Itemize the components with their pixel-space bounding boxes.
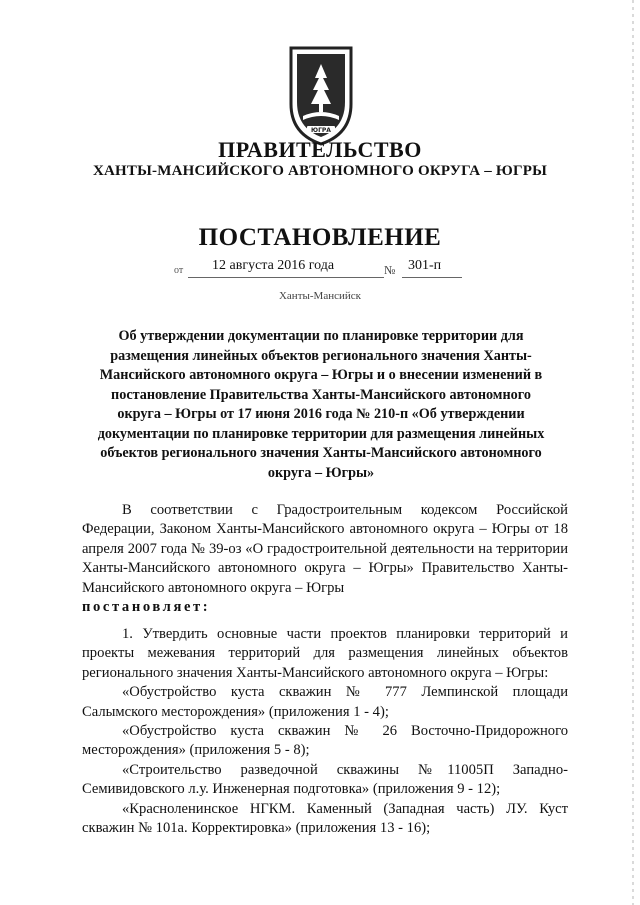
document-date: 12 августа 2016 года xyxy=(212,258,335,273)
city: Ханты-Мансийск xyxy=(278,290,361,302)
document-number: 301-п xyxy=(408,258,442,273)
number-underline xyxy=(402,277,462,278)
resolution-items xyxy=(82,625,568,838)
item-paragraph: «Красноленинское НГКМ. Каменный (Западная часть) ЛУ. Куст скважин № 101а. Корректировка» (приложения 13 - 16); xyxy=(82,800,568,837)
emblem-label: ЮГРА xyxy=(311,127,331,134)
number-label: № xyxy=(384,263,396,277)
item-paragraph: 1. Утвердить основные части проектов планировки территорий и проекты межевания территорий для размещения линейных объектов регионального значения Ханты-Мансийского автономного округа – Югры: xyxy=(82,626,568,681)
item-paragraph: «Строительство разведочной скважины №11005П Западно-Семивидовского л.у. Инженерная подготовка» (приложения 9 - 12); xyxy=(82,761,568,798)
government-title: ПРАВИТЕЛЬСТВО xyxy=(218,137,422,162)
resolves-word: постановляет: xyxy=(82,599,211,616)
preamble xyxy=(82,501,568,617)
date-number-line xyxy=(174,258,474,280)
date-label: от xyxy=(174,265,184,276)
scan-edge-marks xyxy=(632,0,634,905)
preamble-text xyxy=(82,501,568,617)
government-subtitle: ХАНТЫ-МАНСИЙСКОГО АВТОНОМНОГО ОКРУГА – ЮГРЫ xyxy=(92,163,547,179)
document-subject: Об утверждении документации по планировке территории для размещения линейных объектов регионального значения Ханты-Мансийского автономного округа – Югры и о внесении изменений в постановление Правительства Ханты-Мансийского автономного округа – Югры от 17 июня 2016 года № 210-п «Об утверждении документации по планировке территории для размещения линейных объектов регионального значения Ханты-Мансийского автономного округа – Югры» xyxy=(97,328,545,481)
item-paragraph: «Обустройство куста скважин № 777 Лемпинской площади Салымского месторождения» (приложения 1 - 4); xyxy=(82,684,568,720)
document-type: ПОСТАНОВЛЕНИЕ xyxy=(198,224,442,251)
item-paragraph: «Обустройство куста скважин № 26 Восточно-Придорожного месторождения» (приложения 5 - 8); xyxy=(82,723,568,759)
preamble-body: В соответствии с Градостроительным кодексом Российской Федерации, Законом Ханты-Мансийского автономного округа – Югры от 18 апреля 2007 года № 39-оз «О градостроительной деятельности на территории Ханты-Мансийского автономного округа – Югры» Правительство Ханты-Мансийского автономного округа – Югры xyxy=(82,502,568,596)
coat-of-arms-emblem xyxy=(283,44,359,148)
date-underline xyxy=(188,277,384,278)
